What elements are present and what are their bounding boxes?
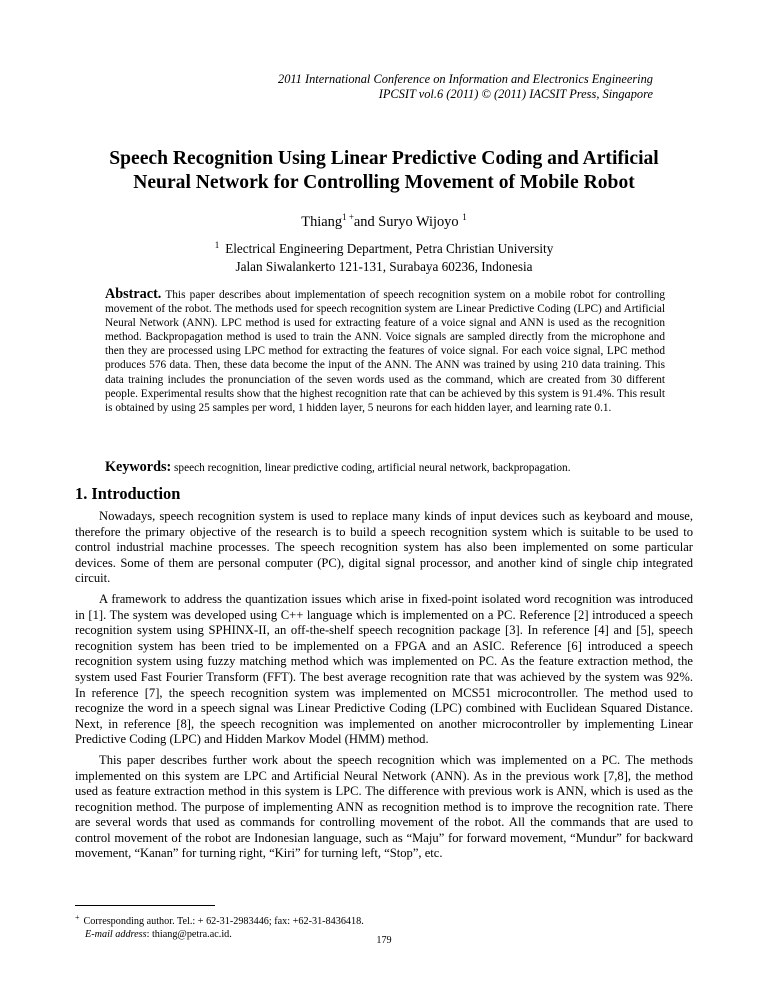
keywords (105, 460, 665, 475)
section-heading-introduction: 1. Introduction (75, 484, 181, 503)
introduction-body (75, 509, 693, 867)
keywords-label: Keywords: (105, 459, 172, 475)
email-address: : thiang@petra.ac.id. (146, 928, 232, 940)
abstract-text: This paper describes about implementation of speech recognition system on a mobile robot for controlling movement of the robot. The methods used for speech recognition system are Linear Predictive Coding (LPC) and Artificial Neural Network (ANN). LPC method is used for extracting feature of a voice signal and ANN is used as the recognition method. Backpropagation method is used to train the ANN. Voice signals are sampled directly from the microphone and then they are processed using LPC method for extracting the features of voice signal. For each voice signal, LPC method produces 576 data. Then, these data become the input of the ANN. The ANN was trained by using 210 data training. This data training includes the pronunciation of the seven words used as the command, which are created from 30 different people. Experimental results show that the highest recognition rate that can be achieved by this system is 91.4%. This result is obtained by using 25 samples per word, 1 hidden layer, 5 neurons for each hidden layer, and learning rate 0.1. (105, 289, 666, 414)
title-line-1: Speech Recognition Using Linear Predictive Coding and Artificial (109, 148, 659, 169)
footnote-rule (75, 905, 215, 906)
affiliation (0, 236, 768, 276)
author-2: and Suryo Wijoyo (353, 214, 459, 230)
affiliation-line-1: Electrical Engineering Department, Petra Christian University (225, 241, 554, 256)
conference-header (278, 72, 653, 102)
paper-title (60, 147, 708, 195)
author-2-marks: 1 (462, 212, 467, 222)
footnote-mark: + (75, 913, 80, 922)
author-list (0, 209, 768, 231)
affiliation-line-2: Jalan Siwalankerto 121-131, Surabaya 60236, Indonesia (235, 259, 533, 274)
abstract-label: Abstract. (105, 286, 162, 302)
author-1-marks: 1 + (342, 212, 354, 222)
footnote-contact: Corresponding author. Tel.: + 62-31-2983446; fax: +62-31-8436418. (83, 916, 364, 927)
paragraph-2: A framework to address the quantization issues which arise in fixed-point isolated word recognition was introduced in [1]. The system was developed using C++ language which is implemented on a PC. Reference [2] introduced a speech recognition system using SPHINX-II, an off-the-shelf speech recognition package [3]. In reference [4] and [5], speech recognition system has been tried to be implemented on a FPGA and an ASIC. Reference [6] introduced a speech recognition system using fuzzy matching method which was implemented on PC. As the feature extraction method, the system used Fast Fourier Transform (FFT). The best average recognition rate that was achieved by the system was 92%. In reference [7], the speech recognition system was implemented on MCS51 microcontroller. The method used to recognize the word in a speech signal was Linear Predictive Coding (LPC) combined with Euclidean Squared Distance. Next, in reference [8], the speech recognition was implemented on another microcontroller by implementing Linear Predictive Coding (LPC) and Hidden Markov Model (HMM) method. (75, 591, 693, 747)
email-label: E-mail address (85, 928, 147, 940)
paragraph-1: Nowadays, speech recognition system is used to replace many kinds of input devices such as keyboard and mouse, therefore the primary objective of the research is to build a speech recognition system which is suitable to be used to control industrial machine processes. The speech recognition system has also been implemented on some particular devices. Some of them are personal computer (PC), digital signal processor, and another kind of single chip integrated circuit. (75, 509, 693, 586)
proceedings-info: IPCSIT vol.6 (2011) © (2011) IACSIT Press, Singapore (378, 87, 653, 101)
paragraph-3: This paper describes further work about the speech recognition which was implemented on a PC. The methods implemented on this system are LPC and Artificial Neural Network (ANN). As in the previous work [7,8], the method used as feature extraction method in this system is LPC. The difference with previous work is ANN, which is used as the recognition method. The purpose of implementing ANN as recognition method is to improve the recognition rate. There are several words that used as commands for controlling movement of the robot. All the commands that are used to control movement of the robot are Indonesian language, such as “Maju” for forward movement, “Mundur” for backward movement, “Kanan” for turning right, “Kiri” for turning left, “Stop”, etc. (75, 752, 693, 861)
affiliation-mark: 1 (214, 240, 220, 250)
abstract (105, 287, 665, 415)
page-number: 179 (376, 935, 392, 946)
title-line-2: Neural Network for Controlling Movement of Mobile Robot (133, 172, 635, 193)
author-1: Thiang (301, 214, 343, 230)
conference-name: 2011 International Conference on Information and Electronics Engineering (278, 72, 653, 86)
keywords-text: speech recognition, linear predictive coding, artificial neural network, backpropagation. (174, 462, 571, 474)
